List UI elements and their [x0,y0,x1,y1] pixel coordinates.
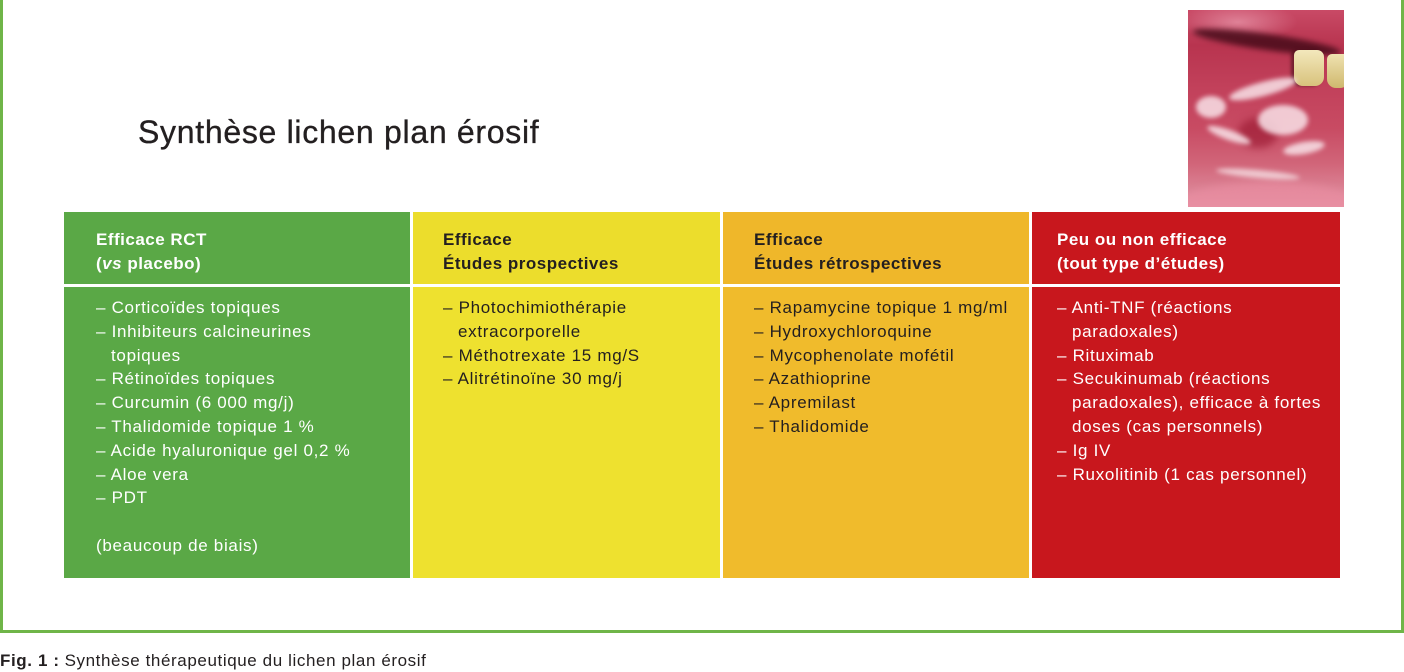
list-item [96,391,410,415]
item-line: – Photochimiothérapie [443,298,627,317]
list-item [96,486,410,510]
list-item [1057,296,1340,344]
column-prospective [413,212,720,578]
item-line: – Thalidomide [754,416,870,436]
column-header [1032,212,1340,284]
list-item [754,367,1029,391]
item-line: – Azathioprine [754,369,872,389]
item-line: – Corticoïdes topiques [96,298,281,317]
caption-text: Synthèse thérapeutique du lichen plan érosif [64,651,427,670]
photo-tooth [1294,50,1324,86]
header-line: Efficace [443,230,513,249]
photo-white-striae [1258,105,1308,135]
item-line: – Rétinoïdes topiques [96,369,276,389]
figure-caption [0,651,427,671]
column-retrospective [723,212,1029,578]
list-item [96,439,410,463]
list-item [754,344,1029,368]
photo-lower-lip [1188,182,1344,207]
header-text: ( [96,254,103,273]
item-line: paradoxales), efficace à fortes [1072,393,1322,413]
item-line: – Rapamycine topique 1 mg/ml [754,298,1008,317]
header-line: Peu ou non efficace [1057,230,1228,249]
list-item [443,367,720,391]
item-line: – Ruxolitinib (1 cas personnel) [1057,464,1308,484]
list-item [96,415,410,439]
list-item [754,391,1029,415]
list-item [754,415,1029,439]
header-line: Efficace [754,230,824,249]
item-line: – Mycophenolate mofétil [754,345,955,365]
item-line: – Curcumin (6 000 mg/j) [96,393,295,413]
header-line [96,252,410,276]
clinical-photo [1188,10,1344,207]
item-line: – Acide hyaluronique gel 0,2 % [96,440,351,460]
item-line: topiques [111,345,181,365]
list-item [96,296,410,320]
item-line: – Thalidomide topique 1 % [96,416,315,436]
caption-label: Fig. 1 : [0,651,60,670]
header-line: Études rétrospectives [754,254,943,273]
item-line: – Hydroxychloroquine [754,321,933,341]
header-line: Efficace RCT [96,230,207,249]
column-header [64,212,410,284]
list-item [1057,463,1340,487]
column-note: (beaucoup de biais) [96,535,259,555]
item-line: – Aloe vera [96,464,189,484]
column-body [1032,287,1340,578]
header-line: (tout type d’études) [1057,254,1225,273]
item-line: – Alitrétinoïne 30 mg/j [443,369,623,389]
treatment-table [64,212,1340,578]
item-line: paradoxales) [1072,321,1179,341]
photo-white-striae [1196,96,1226,118]
item-line: extracorporelle [458,321,581,341]
photo-white-striae [1216,166,1300,181]
item-line: – PDT [96,488,148,508]
item-line: – Rituximab [1057,345,1155,365]
item-line: – Ig IV [1057,440,1112,460]
list-item [96,367,410,391]
header-italic-text: vs [102,254,123,273]
item-line: – Anti-TNF (réactions [1057,298,1233,317]
item-line: doses (cas personnels) [1072,416,1264,436]
column-effective-rct [64,212,410,578]
list-item [443,296,720,344]
column-header [413,212,720,284]
item-line: – Méthotrexate 15 mg/S [443,345,640,365]
list-item [754,320,1029,344]
photo-tooth [1327,54,1344,88]
list-item [1057,367,1340,438]
column-body [413,287,720,578]
column-ineffective [1032,212,1340,578]
figure-title: Synthèse lichen plan érosif [138,114,540,150]
photo-white-striae [1227,73,1298,105]
item-line: – Secukinumab (réactions [1057,369,1271,389]
column-body [723,287,1029,578]
item-line: – Apremilast [754,393,856,413]
header-line: Études prospectives [443,254,619,273]
list-item [1057,439,1340,463]
column-header [723,212,1029,284]
item-line: – Inhibiteurs calcineurines [96,321,312,341]
column-body [64,287,410,578]
list-item [1057,344,1340,368]
header-text: placebo) [122,254,202,273]
list-item [96,320,410,368]
list-item [754,296,1029,320]
list-item [96,463,410,487]
photo-white-striae [1282,138,1325,157]
list-item [443,344,720,368]
